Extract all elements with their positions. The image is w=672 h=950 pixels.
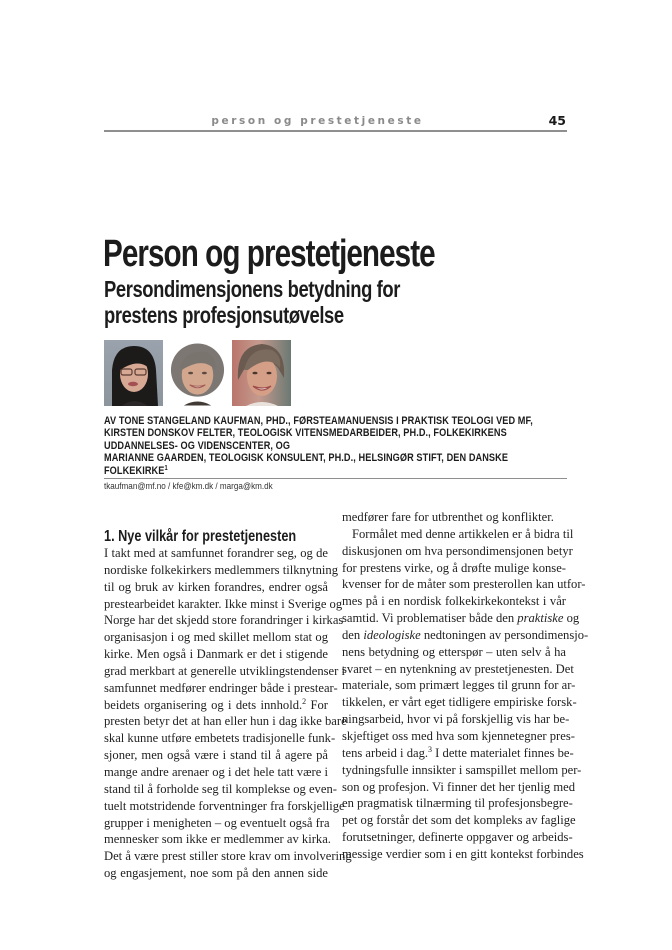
body-line: mennesker som ikke er medlemmer av kirka. (104, 832, 331, 847)
body-text: nedtoningen av persondimensjo- (420, 627, 589, 642)
byline-divider (104, 478, 567, 479)
paragraph-start-line: Formålet med denne artikkelen er å bidra til (352, 526, 574, 541)
body-line: pet og forstår det som det kompleks av faglige (342, 813, 576, 828)
emphasis-text: praktiske (517, 611, 564, 626)
body-text: samtid. Vi problematiser både den (342, 611, 518, 626)
body-line: mange andre arenaer og i det hele tatt være i (104, 764, 328, 779)
body-line (342, 627, 589, 644)
body-text: og (563, 611, 580, 626)
article-subtitle (104, 276, 400, 328)
header-divider (104, 130, 567, 132)
body-line: sjoner, men også være i stand til å agere på (104, 748, 328, 763)
footnote-ref-2[interactable]: 2 (302, 696, 307, 706)
body-line (342, 744, 574, 762)
byline-text: FOLKEKIRKE (104, 464, 165, 477)
body-line: messige verdier som i en gitt kontekst forbindes (342, 846, 584, 861)
section-heading: 1. Nye vilkår for prestetjenesten (104, 528, 297, 545)
body-text: den (342, 627, 364, 642)
author-photo-3 (232, 340, 291, 406)
body-line: stand til å forholde seg til komplekse og even- (104, 781, 337, 796)
body-column-right (342, 509, 589, 863)
byline-line: KIRSTEN DONSKOV FELTER, TEOLOGISK VITENSMEDARBEIDER, PH.D., FOLKEKIRKENS (104, 427, 507, 440)
body-line: materiale, som primært legges til grunn for ar- (342, 678, 576, 693)
page-number: 45 (548, 113, 566, 128)
body-text: I dette materialet finnes be- (432, 745, 574, 760)
body-line: tydningsfulle innsikter i samspillet mellom per- (342, 762, 582, 777)
portrait-icon (232, 340, 291, 406)
body-line: Norge har det skjedd store forandringer i kirkas (104, 613, 344, 628)
body-line: nordiske folkekirkers medlemmers tilknytning (104, 562, 338, 577)
body-line: tuelt motstridende forventninger fra forskjellige (104, 798, 345, 813)
body-line: mes på i en nordisk folkekirkekontekst i vår (342, 594, 566, 609)
byline-line-last (104, 465, 498, 477)
author-photo-2 (168, 340, 227, 406)
body-line: nens betydning og etterspør – uten selv å ha (342, 644, 566, 659)
running-header-title: person og prestetjeneste (211, 115, 424, 127)
body-line: kirke. Men også i Danmark er det i stigende (104, 647, 328, 662)
body-line: skal kunne utføre embetets tradisjonelle funk- (104, 731, 336, 746)
footnote-ref-3[interactable]: 3 (428, 744, 433, 754)
body-line: for prestens virke, og å drøfte mulige konse- (342, 560, 566, 575)
body-line: prestearbeidet karakter. Ikke minst i Sverige og (104, 596, 343, 611)
body-line: skjeftiget oss med hva som kjennetegner pres- (342, 728, 575, 743)
body-column-left (104, 527, 352, 882)
body-line: svaret – en nytenkning av prestetjenesten. Det (342, 661, 574, 676)
subtitle-line: prestens profesjonsutøvelse (104, 302, 344, 328)
body-line: medfører fare for utbrenthet og konflikter. (342, 510, 554, 524)
body-line: diskusjonen om hva persondimensjonen betyr (342, 543, 573, 558)
body-text: beidets organisering og i dets innhold. (104, 697, 303, 712)
body-line: organisasjon i og med skillet mellom stat og (104, 630, 328, 645)
body-line (104, 697, 328, 714)
body-line: forutsetninger, definerte oppgaver og arbeids- (342, 830, 573, 845)
author-emails: tkaufman@mf.no / kfe@km.dk / marga@km.dk (104, 481, 273, 491)
footnote-ref-1[interactable]: 1 (164, 464, 168, 472)
body-line: samfunnet medfører endringer både i prestear- (104, 680, 338, 695)
body-line: ningsarbeid, hvor vi på forskjellig vis har be- (342, 712, 570, 727)
emphasis-text: ideologiske (363, 627, 421, 642)
body-line: og engasjement, noe som på den annen side (104, 866, 328, 881)
body-line: I takt med at samfunnet forandrer seg, og de (104, 546, 328, 560)
byline-line: AV TONE STANGELAND KAUFMAN, PHD., FØRSTEAMANUENSIS I PRAKTISK TEOLOGI VED MF, (104, 415, 533, 427)
body-line: Det å være prest stiller store krav om involvering (104, 849, 352, 864)
body-line: en pragmatisk tilnærming til profesjonsbegre- (342, 796, 573, 811)
byline (104, 415, 584, 477)
body-text: tens arbeid i dag. (342, 745, 429, 760)
body-line: til og bruk av kirken forandres, endrer også (104, 579, 328, 594)
author-photo-1 (104, 340, 163, 406)
body-line: grad merkbart at generelle utviklingstendenser i (104, 663, 345, 678)
body-line (342, 610, 580, 627)
body-line: tikkelen, er vårt eget tidligere empiriske forsk- (342, 695, 577, 710)
subtitle-line: Persondimensjonens betydning for (104, 276, 400, 302)
article-title: Person og prestetjeneste (103, 233, 435, 275)
portrait-icon (168, 340, 227, 406)
byline-line: UDDANNELSES- OG VIDENSCENTER, OG (104, 439, 291, 452)
body-text: For (306, 697, 328, 712)
body-line: son og profesjon. Vi finner det her tjenlig med (342, 779, 575, 794)
portrait-icon (104, 340, 163, 406)
body-line: kvenser for de måter som presterollen kan utfor- (342, 577, 586, 592)
body-line: presten betyr det at han eller hun i dag ikke bare (104, 714, 347, 729)
byline-line: MARIANNE GAARDEN, TEOLOGISK KONSULENT, PH.D., HELSINGØR STIFT, DEN DANSKE (104, 452, 509, 465)
body-line: grupper i menigheten – og eventuelt også fra (104, 815, 330, 830)
